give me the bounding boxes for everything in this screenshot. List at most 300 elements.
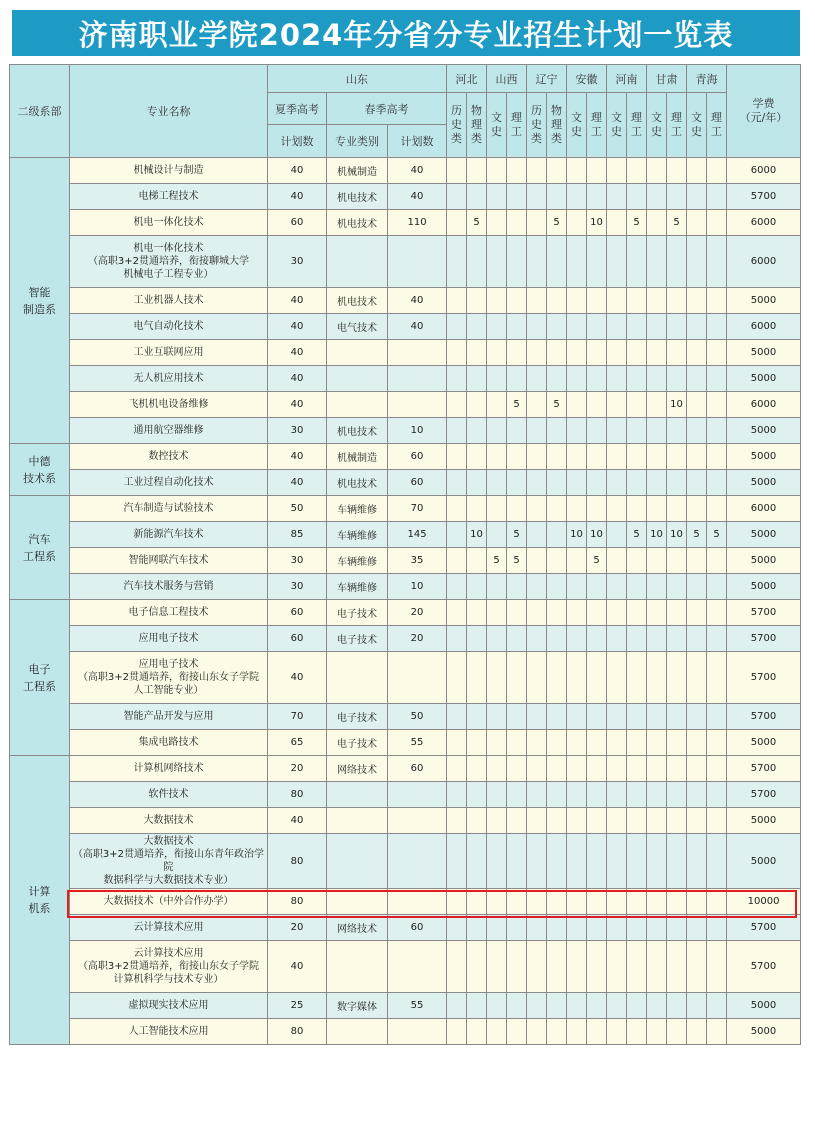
province-count-cell (527, 915, 547, 941)
province-count-cell (487, 808, 507, 834)
province-count-cell (627, 704, 647, 730)
major-cell: 大数据技术（中外合作办学） (70, 889, 268, 915)
summer-count-cell: 40 (268, 392, 327, 418)
province-count-cell (587, 184, 607, 210)
summer-count-cell: 40 (268, 808, 327, 834)
tuition-cell: 5000 (727, 418, 801, 444)
province-count-cell (607, 782, 627, 808)
province-count-cell (567, 915, 587, 941)
header-province: 河南 (607, 65, 647, 93)
province-count-cell (607, 340, 627, 366)
province-count-cell: 5 (507, 522, 527, 548)
province-count-cell (447, 288, 467, 314)
subject-label: 文史 (691, 111, 703, 138)
province-count-cell (647, 288, 667, 314)
province-count-cell (627, 470, 647, 496)
province-count-cell (667, 941, 687, 993)
province-count-cell (527, 834, 547, 889)
province-count-cell (667, 548, 687, 574)
subject-label: 理工 (511, 111, 523, 138)
major-cell: 工业互联网应用 (70, 340, 268, 366)
province-count-cell (507, 1019, 527, 1045)
province-count-cell (507, 730, 527, 756)
summer-count-cell: 40 (268, 652, 327, 704)
province-count-cell (567, 1019, 587, 1045)
province-count-cell (487, 652, 507, 704)
province-count-cell (567, 236, 587, 288)
province-count-cell (567, 366, 587, 392)
province-count-cell (547, 652, 567, 704)
province-count-cell (547, 418, 567, 444)
province-count-cell (487, 418, 507, 444)
major-cell: 大数据技术 （高职3+2贯通培养，衔接山东青年政治学院 数据科学与大数据技术专业） (70, 834, 268, 889)
province-count-cell (647, 496, 667, 522)
province-count-cell (627, 808, 647, 834)
province-count-cell (707, 366, 727, 392)
province-count-cell (527, 782, 547, 808)
province-count-cell (527, 496, 547, 522)
summer-count-cell: 80 (268, 889, 327, 915)
province-count-cell (667, 574, 687, 600)
spring-count-cell: 110 (388, 210, 447, 236)
province-count-cell (627, 756, 647, 782)
province-count-cell (447, 626, 467, 652)
province-count-cell (707, 889, 727, 915)
province-count-cell (707, 652, 727, 704)
province-count-cell (487, 782, 507, 808)
spring-count-cell (388, 782, 447, 808)
major-cell: 汽车制造与试验技术 (70, 496, 268, 522)
table-row (10, 444, 801, 470)
major-cell: 云计算技术应用 （高职3+2贯通培养，衔接山东女子学院 计算机科学与技术专业） (70, 941, 268, 993)
province-count-cell (467, 941, 487, 993)
province-count-cell (627, 730, 647, 756)
province-count-cell (447, 210, 467, 236)
province-count-cell (707, 444, 727, 470)
province-count-cell (607, 626, 627, 652)
province-count-cell (467, 1019, 487, 1045)
tuition-cell: 6000 (727, 496, 801, 522)
province-count-cell (447, 158, 467, 184)
subject-label: 理工 (631, 111, 643, 138)
province-count-cell (687, 941, 707, 993)
spring-category-cell: 电气技术 (327, 314, 388, 340)
tuition-cell: 5700 (727, 941, 801, 993)
province-count-cell (687, 366, 707, 392)
province-count-cell (607, 600, 627, 626)
tuition-cell: 5000 (727, 444, 801, 470)
province-count-cell (707, 470, 727, 496)
table-row (10, 889, 801, 915)
province-count-cell (607, 366, 627, 392)
header-subject (607, 93, 627, 158)
province-count-cell (487, 993, 507, 1019)
province-count-cell (567, 889, 587, 915)
spring-count-cell (388, 392, 447, 418)
province-count-cell (647, 184, 667, 210)
province-count-cell (467, 993, 487, 1019)
province-count-cell (707, 626, 727, 652)
province-count-cell (467, 756, 487, 782)
tuition-cell: 5000 (727, 993, 801, 1019)
spring-count-cell (388, 941, 447, 993)
major-cell: 电子信息工程技术 (70, 600, 268, 626)
province-count-cell (667, 340, 687, 366)
province-count-cell (667, 782, 687, 808)
header-province: 辽宁 (527, 65, 567, 93)
province-count-cell (647, 704, 667, 730)
province-count-cell (507, 210, 527, 236)
province-count-cell (447, 418, 467, 444)
tuition-cell: 5000 (727, 1019, 801, 1045)
province-count-cell (487, 889, 507, 915)
subject-label: 物理类 (471, 104, 483, 145)
province-count-cell (667, 1019, 687, 1045)
province-count-cell: 5 (487, 548, 507, 574)
tuition-cell: 5700 (727, 600, 801, 626)
province-count-cell (487, 730, 507, 756)
province-count-cell (527, 158, 547, 184)
header-province: 青海 (687, 65, 727, 93)
province-count-cell (567, 548, 587, 574)
spring-count-cell: 70 (388, 496, 447, 522)
province-count-cell (647, 574, 667, 600)
header-subject (667, 93, 687, 158)
province-count-cell (647, 444, 667, 470)
province-count-cell (447, 730, 467, 756)
spring-category-cell: 电子技术 (327, 626, 388, 652)
province-count-cell (547, 993, 567, 1019)
province-count-cell: 5 (627, 210, 647, 236)
province-count-cell (607, 941, 627, 993)
province-count-cell (587, 889, 607, 915)
tuition-cell: 5700 (727, 756, 801, 782)
province-count-cell (667, 496, 687, 522)
province-count-cell (527, 366, 547, 392)
header-spring-category: 专业类别 (327, 125, 388, 158)
spring-count-cell: 50 (388, 704, 447, 730)
table-row (10, 993, 801, 1019)
province-count-cell (467, 496, 487, 522)
province-count-cell (447, 941, 467, 993)
province-count-cell (567, 941, 587, 993)
province-count-cell (547, 236, 567, 288)
province-count-cell (527, 392, 547, 418)
province-count-cell (607, 288, 627, 314)
province-count-cell (487, 704, 507, 730)
province-count-cell: 10 (587, 210, 607, 236)
province-count-cell (567, 834, 587, 889)
province-count-cell (487, 574, 507, 600)
province-count-cell (627, 915, 647, 941)
province-count-cell (667, 444, 687, 470)
province-count-cell (707, 340, 727, 366)
subject-label: 历史类 (531, 104, 543, 145)
province-count-cell (487, 626, 507, 652)
spring-category-cell: 网络技术 (327, 756, 388, 782)
province-count-cell (567, 418, 587, 444)
page-title: 济南职业学院2024年分省分专业招生计划一览表 (78, 17, 734, 52)
province-count-cell (447, 834, 467, 889)
province-count-cell (607, 808, 627, 834)
province-count-cell (567, 288, 587, 314)
province-count-cell (687, 915, 707, 941)
province-count-cell (687, 470, 707, 496)
province-count-cell (707, 184, 727, 210)
major-cell: 智能产品开发与应用 (70, 704, 268, 730)
province-count-cell (687, 889, 707, 915)
province-count-cell (567, 340, 587, 366)
province-count-cell (467, 418, 487, 444)
spring-count-cell: 60 (388, 915, 447, 941)
province-count-cell (687, 418, 707, 444)
summer-count-cell: 65 (268, 730, 327, 756)
province-count-cell (687, 392, 707, 418)
table-row (10, 756, 801, 782)
province-count-cell (647, 548, 667, 574)
province-count-cell (487, 915, 507, 941)
header-major: 专业名称 (70, 65, 268, 158)
province-count-cell (627, 288, 647, 314)
province-count-cell (707, 808, 727, 834)
province-count-cell (687, 210, 707, 236)
spring-category-cell: 电子技术 (327, 730, 388, 756)
province-count-cell (487, 834, 507, 889)
province-count-cell (687, 600, 707, 626)
province-count-cell (547, 548, 567, 574)
table-row (10, 470, 801, 496)
province-count-cell (447, 366, 467, 392)
province-count-cell (667, 184, 687, 210)
header-subject (447, 93, 467, 158)
province-count-cell (547, 834, 567, 889)
spring-category-cell: 机电技术 (327, 418, 388, 444)
province-count-cell (627, 158, 647, 184)
province-count-cell (467, 808, 487, 834)
major-cell: 大数据技术 (70, 808, 268, 834)
major-cell: 汽车技术服务与营销 (70, 574, 268, 600)
province-count-cell (487, 756, 507, 782)
province-count-cell (527, 418, 547, 444)
tuition-cell: 6000 (727, 210, 801, 236)
province-count-cell (527, 600, 547, 626)
province-count-cell (507, 496, 527, 522)
summer-count-cell: 85 (268, 522, 327, 548)
province-count-cell (567, 574, 587, 600)
province-count-cell (687, 1019, 707, 1045)
province-count-cell (507, 314, 527, 340)
province-count-cell (687, 704, 707, 730)
spring-count-cell: 60 (388, 470, 447, 496)
province-count-cell (507, 236, 527, 288)
province-count-cell (527, 808, 547, 834)
province-count-cell (467, 366, 487, 392)
province-count-cell (487, 288, 507, 314)
province-count-cell (567, 600, 587, 626)
province-count-cell (547, 1019, 567, 1045)
province-count-cell (567, 704, 587, 730)
province-count-cell (707, 548, 727, 574)
province-count-cell (627, 392, 647, 418)
header-shandong: 山东 (268, 65, 447, 93)
province-count-cell (467, 915, 487, 941)
province-count-cell (507, 808, 527, 834)
summer-count-cell: 30 (268, 418, 327, 444)
table-row (10, 236, 801, 288)
province-count-cell (487, 184, 507, 210)
province-count-cell (487, 392, 507, 418)
province-count-cell (467, 340, 487, 366)
spring-count-cell: 60 (388, 444, 447, 470)
spring-category-cell (327, 808, 388, 834)
province-count-cell (467, 730, 487, 756)
spring-count-cell: 40 (388, 288, 447, 314)
spring-count-cell (388, 652, 447, 704)
province-count-cell (687, 782, 707, 808)
province-count-cell (587, 418, 607, 444)
province-count-cell (607, 392, 627, 418)
province-count-cell (547, 340, 567, 366)
province-count-cell (587, 288, 607, 314)
spring-category-cell (327, 652, 388, 704)
tuition-cell: 5000 (727, 522, 801, 548)
header-subject (547, 93, 567, 158)
province-count-cell (647, 1019, 667, 1045)
tuition-cell: 5000 (727, 548, 801, 574)
province-count-cell (687, 626, 707, 652)
province-count-cell (627, 600, 647, 626)
table-row (10, 314, 801, 340)
major-cell: 通用航空器维修 (70, 418, 268, 444)
province-count-cell (647, 808, 667, 834)
province-count-cell (467, 834, 487, 889)
spring-count-cell (388, 366, 447, 392)
province-count-cell (607, 158, 627, 184)
province-count-cell (587, 915, 607, 941)
province-count-cell (627, 418, 647, 444)
table-row (10, 522, 801, 548)
province-count-cell (647, 730, 667, 756)
province-count-cell (547, 730, 567, 756)
spring-count-cell: 35 (388, 548, 447, 574)
province-count-cell (687, 340, 707, 366)
dept-cell: 智能 制造系 (10, 158, 70, 444)
spring-category-cell (327, 236, 388, 288)
province-count-cell (687, 496, 707, 522)
province-count-cell (587, 496, 607, 522)
province-count-cell (647, 210, 667, 236)
province-count-cell (587, 808, 607, 834)
province-count-cell (547, 444, 567, 470)
province-count-cell (507, 418, 527, 444)
table-row (10, 626, 801, 652)
table-row (10, 915, 801, 941)
major-cell: 机电一体化技术 (70, 210, 268, 236)
province-count-cell (507, 782, 527, 808)
tuition-cell: 6000 (727, 158, 801, 184)
province-count-cell (587, 236, 607, 288)
table-row (10, 941, 801, 993)
province-count-cell (527, 704, 547, 730)
table-row (10, 210, 801, 236)
province-count-cell (507, 158, 527, 184)
table-row (10, 340, 801, 366)
province-count-cell (627, 444, 647, 470)
spring-count-cell (388, 808, 447, 834)
province-count-cell (547, 626, 567, 652)
province-count-cell (607, 210, 627, 236)
province-count-cell (707, 704, 727, 730)
spring-count-cell: 40 (388, 184, 447, 210)
province-count-cell (467, 652, 487, 704)
province-count-cell (667, 808, 687, 834)
province-count-cell (627, 548, 647, 574)
major-cell: 数控技术 (70, 444, 268, 470)
province-count-cell (567, 496, 587, 522)
province-count-cell (527, 210, 547, 236)
major-cell: 电气自动化技术 (70, 314, 268, 340)
province-count-cell (447, 782, 467, 808)
tuition-cell: 5700 (727, 626, 801, 652)
province-count-cell (467, 236, 487, 288)
province-count-cell (667, 756, 687, 782)
province-count-cell (607, 444, 627, 470)
tuition-cell: 5000 (727, 834, 801, 889)
subject-label: 理工 (711, 111, 723, 138)
tuition-cell: 5000 (727, 470, 801, 496)
province-count-cell (667, 288, 687, 314)
province-count-cell (487, 470, 507, 496)
summer-count-cell: 80 (268, 1019, 327, 1045)
province-count-cell (527, 314, 547, 340)
spring-count-cell: 20 (388, 626, 447, 652)
province-count-cell (707, 392, 727, 418)
province-count-cell (667, 366, 687, 392)
province-count-cell (647, 889, 667, 915)
province-count-cell (607, 652, 627, 704)
table-body (10, 158, 801, 1045)
table-header (10, 65, 801, 158)
province-count-cell (527, 626, 547, 652)
summer-count-cell: 40 (268, 314, 327, 340)
province-count-cell (447, 496, 467, 522)
province-count-cell (527, 522, 547, 548)
dept-cell: 汽车 工程系 (10, 496, 70, 600)
summer-count-cell: 30 (268, 548, 327, 574)
province-count-cell (627, 652, 647, 704)
spring-category-cell: 车辆维修 (327, 496, 388, 522)
province-count-cell (707, 941, 727, 993)
province-count-cell (627, 236, 647, 288)
province-count-cell (587, 652, 607, 704)
province-count-cell (507, 366, 527, 392)
spring-category-cell: 电子技术 (327, 704, 388, 730)
summer-count-cell: 40 (268, 366, 327, 392)
province-count-cell (587, 392, 607, 418)
spring-category-cell: 车辆维修 (327, 548, 388, 574)
province-count-cell (487, 158, 507, 184)
province-count-cell (527, 184, 547, 210)
spring-count-cell: 145 (388, 522, 447, 548)
province-count-cell (567, 184, 587, 210)
province-count-cell (467, 889, 487, 915)
province-count-cell (507, 340, 527, 366)
spring-category-cell: 机电技术 (327, 288, 388, 314)
header-subject (687, 93, 707, 158)
province-count-cell (487, 941, 507, 993)
table-row (10, 366, 801, 392)
province-count-cell (447, 184, 467, 210)
